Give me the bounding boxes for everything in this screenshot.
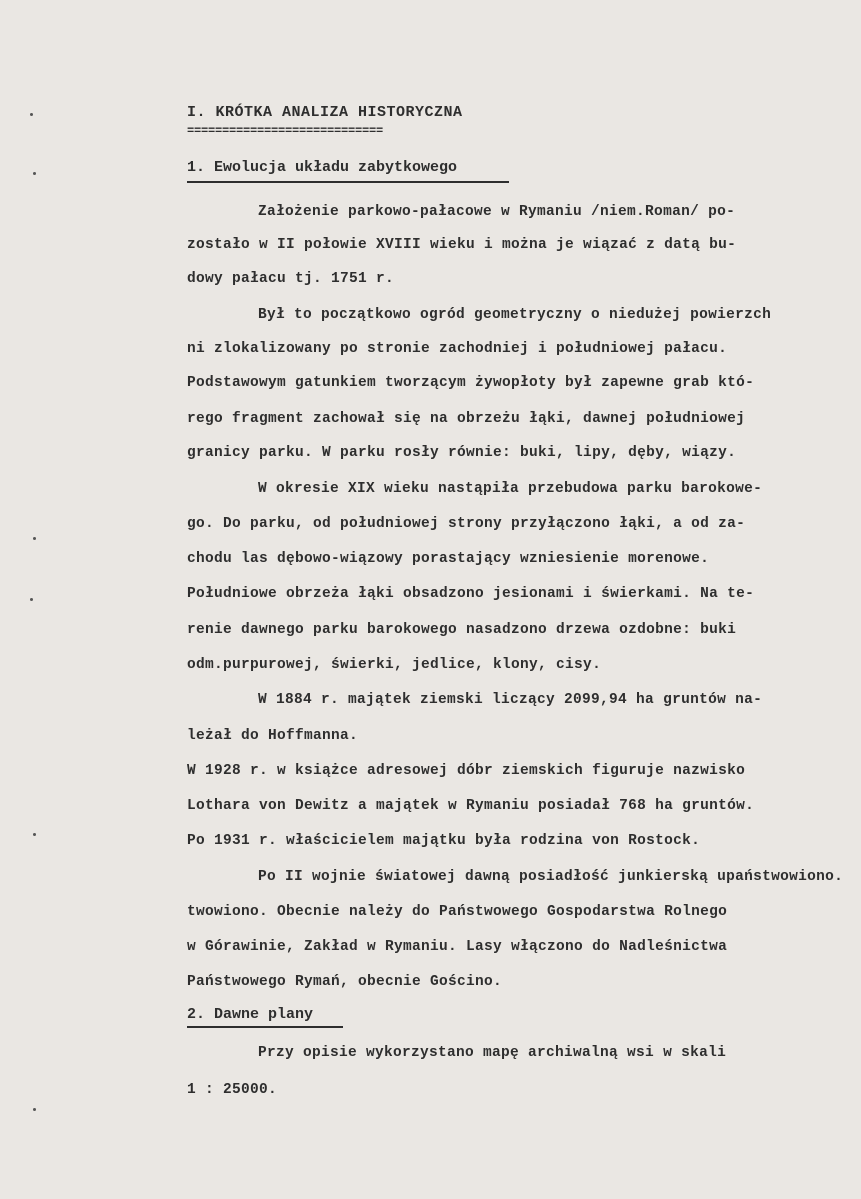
- text-line: w Górawinie, Zakład w Rymaniu. Lasy włączono do Nadleśnictwa: [187, 939, 728, 955]
- paper-speck: [33, 833, 36, 836]
- heading-underline: [187, 1026, 343, 1028]
- chapter-title-rule: ============================: [187, 124, 384, 138]
- text-line: Po II wojnie światowej dawną posiadłość junkierską upaństwowiono.: [258, 869, 844, 885]
- text-line: twowiono. Obecnie należy do Państwowego Gospodarstwa Rolnego: [187, 904, 728, 920]
- paper-speck: [33, 537, 36, 540]
- text-line: 1 : 25000.: [187, 1082, 278, 1098]
- text-line: chodu las dębowo-wiązowy porastający wzniesienie morenowe.: [187, 551, 710, 567]
- text-line: Południowe obrzeża łąki obsadzono jesionami i świerkami. Na te-: [187, 586, 755, 602]
- text-line: zostało w II połowie XVIII wieku i można je wiązać z datą bu-: [187, 237, 737, 253]
- text-line: go. Do parku, od południowej strony przyłączono łąki, a od za-: [187, 516, 746, 532]
- text-line: leżał do Hoffmanna.: [187, 728, 359, 744]
- text-line: W 1884 r. majątek ziemski liczący 2099,94 ha gruntów na-: [258, 692, 763, 708]
- heading-underline: [187, 181, 509, 183]
- text-line: W 1928 r. w książce adresowej dóbr ziemskich figuruje nazwisko: [187, 763, 746, 779]
- text-line: ni zlokalizowany po stronie zachodniej i południowej pałacu.: [187, 341, 728, 357]
- text-line: Lothara von Dewitz a majątek w Rymaniu posiadał 768 ha gruntów.: [187, 798, 755, 814]
- section-heading-old-plans: 2. Dawne plany: [187, 1006, 314, 1023]
- text-line: Przy opisie wykorzystano mapę archiwalną wsi w skali: [258, 1045, 727, 1061]
- text-line: rego fragment zachował się na obrzeżu łąki, dawnej południowej: [187, 411, 746, 427]
- text-line: Państwowego Rymań, obecnie Gościno.: [187, 974, 503, 990]
- text-line: W okresie XIX wieku nastąpiła przebudowa parku barokowe-: [258, 481, 763, 497]
- text-line: odm.purpurowej, świerki, jedlice, klony, cisy.: [187, 657, 602, 673]
- paper-speck: [33, 1108, 36, 1111]
- paper-speck: [33, 172, 36, 175]
- text-line: Założenie parkowo-pałacowe w Rymaniu /niem.Roman/ po-: [258, 204, 736, 220]
- chapter-title: I. KRÓTKA ANALIZA HISTORYCZNA: [187, 104, 463, 121]
- section-heading-evolution: 1. Ewolucja układu zabytkowego: [187, 159, 458, 176]
- text-line: Był to początkowo ogród geometryczny o niedużej powierzch: [258, 307, 772, 323]
- text-line: granicy parku. W parku rosły równie: buki, lipy, dęby, wiązy.: [187, 445, 737, 461]
- text-line: Podstawowym gatunkiem tworzącym żywopłoty był zapewne grab któ-: [187, 375, 755, 391]
- paper-speck: [30, 598, 33, 601]
- text-line: renie dawnego parku barokowego nasadzono drzewa ozdobne: buki: [187, 622, 737, 638]
- text-line: dowy pałacu tj. 1751 r.: [187, 271, 395, 287]
- text-line: Po 1931 r. właścicielem majątku była rodzina von Rostock.: [187, 833, 701, 849]
- paper-speck: [30, 113, 33, 116]
